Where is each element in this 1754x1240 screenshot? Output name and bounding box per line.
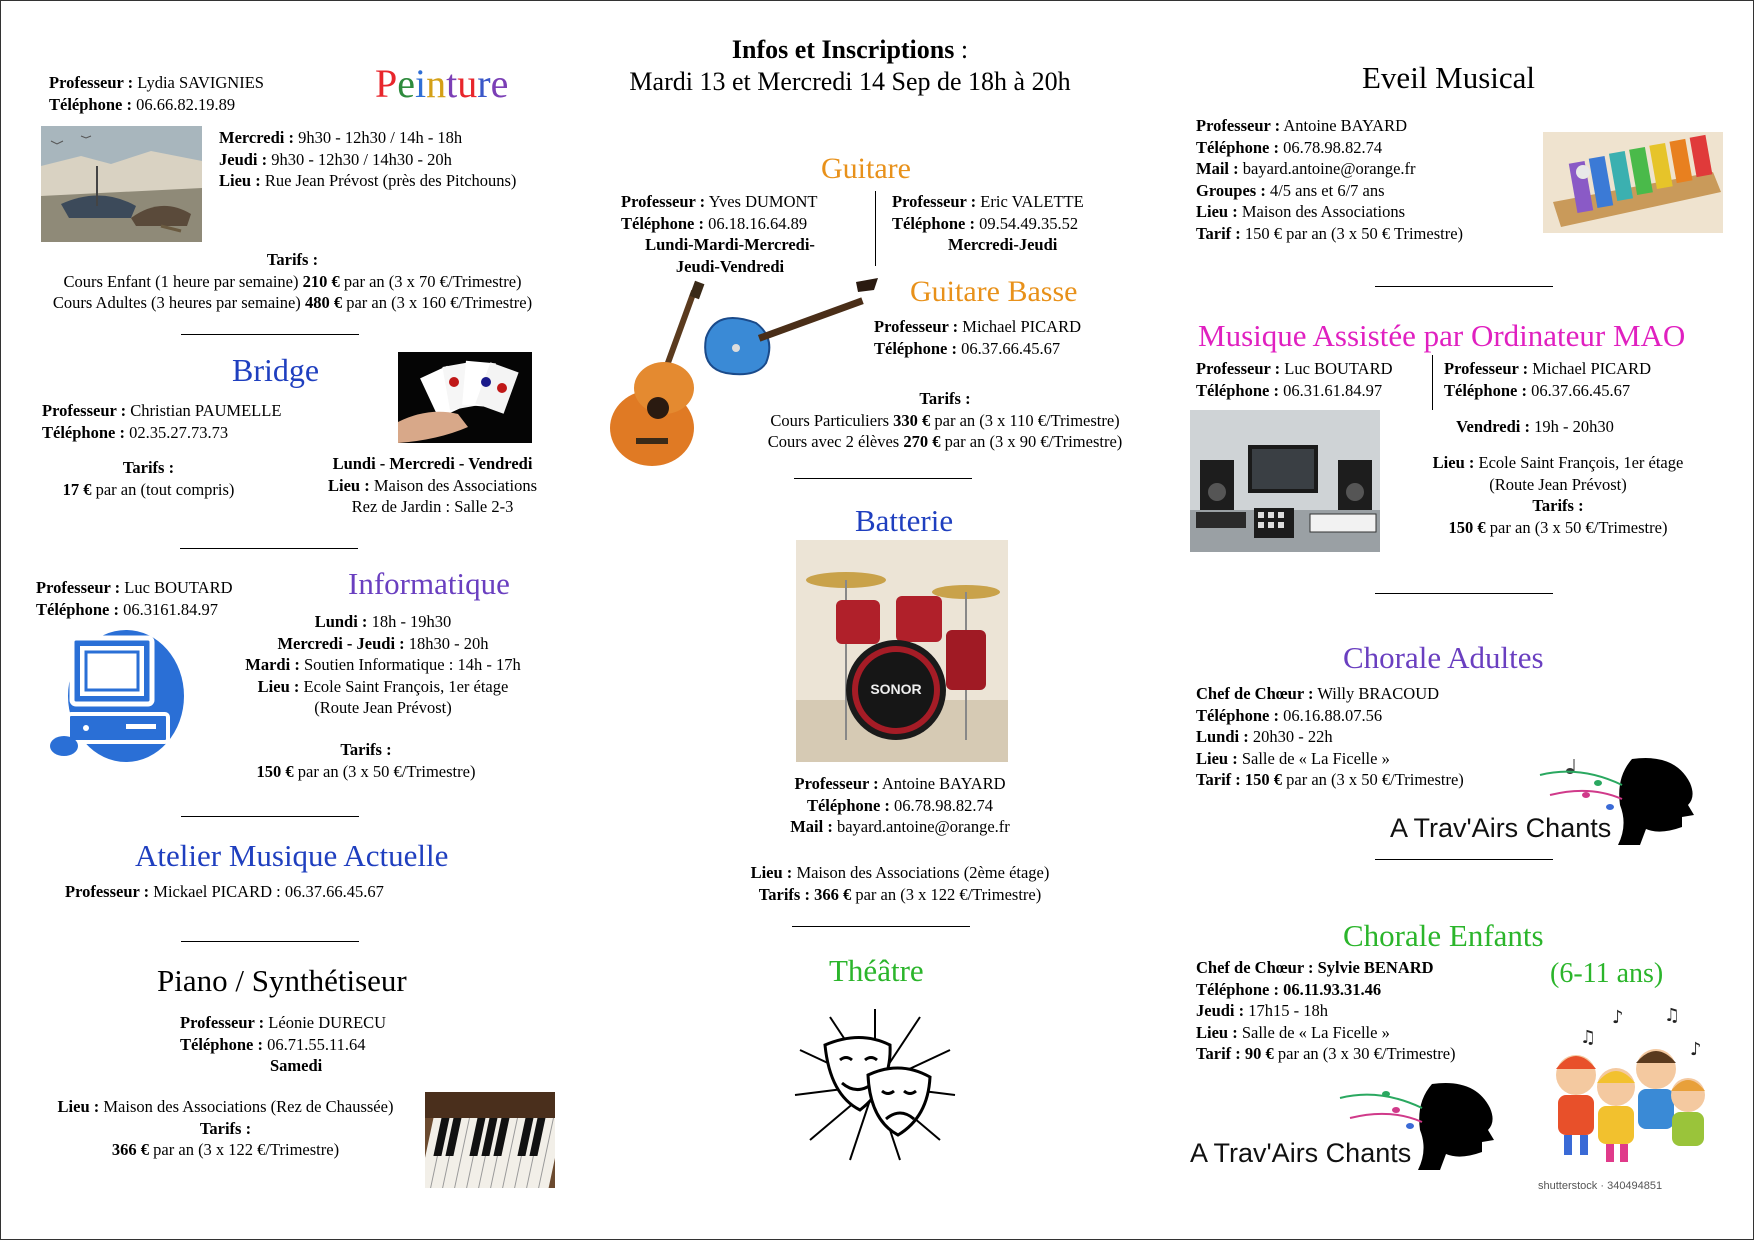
label: Mardi : <box>245 655 300 674</box>
guitare-part-price: 330 € <box>893 410 931 430</box>
guitare-phone2: 09.54.49.35.52 <box>979 213 1079 233</box>
text: par an (3 x 160 €/Trimestre) <box>342 293 533 312</box>
text: Cours avec 2 élèves <box>767 432 904 451</box>
label: Professeur : <box>874 317 959 336</box>
label: Professeur : <box>794 774 879 793</box>
label: Mercredi - Jeudi : <box>277 633 405 653</box>
divider <box>1375 286 1553 287</box>
computer-icon <box>46 628 184 764</box>
bridge-tarifs <box>30 457 267 500</box>
label: Téléphone : <box>42 422 125 442</box>
mao-vendredi <box>1405 416 1665 438</box>
label: Lieu : <box>1196 1022 1238 1042</box>
bridge-title: Bridge <box>232 352 320 388</box>
guitare-days1 <box>620 234 840 277</box>
eveil-title: Eveil Musical <box>1362 60 1536 95</box>
trav-airs-chants-logo <box>1390 755 1702 847</box>
divider <box>792 926 970 927</box>
header-title: Infos et Inscriptions <box>731 35 955 64</box>
svg-text:♫: ♫ <box>1580 1027 1597 1048</box>
label: Lieu : <box>750 863 793 882</box>
divider <box>1375 593 1553 594</box>
vertical-divider <box>875 191 876 266</box>
label: Tarifs : <box>266 250 319 269</box>
informatique-price: 150 € <box>256 761 294 781</box>
guitare-basse-title: Guitare Basse <box>910 275 1078 308</box>
informatique-mardi: Soutien Informatique : 14h - 17h <box>303 655 521 674</box>
informatique-lieu: Ecole Saint François, 1er étage <box>303 676 509 696</box>
label: Chef de Chœur : <box>1196 684 1314 703</box>
peinture-tarifs <box>10 249 575 314</box>
svg-text:♫: ♫ <box>1664 1005 1681 1026</box>
eveil-groupes: 4/5 ans et 6/7 ans <box>1269 180 1385 200</box>
peinture-lieu: Rue Jean Prévost (près des Pitchouns) <box>264 171 517 190</box>
bridge-professor: Christian PAUMELLE <box>130 401 282 420</box>
label: Téléphone : <box>1196 380 1279 400</box>
guitare-days1a: Lundi-Mardi-Mercredi- <box>645 235 815 254</box>
label: Téléphone : <box>874 338 957 358</box>
header <box>590 34 1110 98</box>
label: Tarifs : <box>919 389 971 408</box>
label: Lieu : <box>1196 202 1238 221</box>
divider <box>181 816 359 817</box>
label: Tarifs : <box>758 884 815 904</box>
text: par an (3 x 70 €/Trimestre) <box>339 271 522 291</box>
mao-phone2: 06.37.66.45.67 <box>1531 380 1631 400</box>
peinture-jeudi: 9h30 - 12h30 / 14h30 - 20h <box>271 149 452 169</box>
peinture-letter: e <box>397 61 416 106</box>
playing-cards-image <box>398 352 532 443</box>
divider <box>180 548 358 549</box>
studio-image <box>1190 410 1380 552</box>
peinture-enfant-price: 210 € <box>302 271 340 291</box>
peinture-letter: t <box>446 61 458 106</box>
label: Lieu : <box>219 171 261 190</box>
peinture-adulte-price: 480 € <box>304 293 343 312</box>
label: Professeur : <box>36 578 121 597</box>
text: par an (3 x 30 €/Trimestre) <box>1273 1044 1456 1063</box>
label: Lieu : <box>257 676 300 696</box>
mao-prof2 <box>1444 358 1651 401</box>
chorale-adultes-title: Chorale Adultes <box>1343 640 1544 675</box>
header-dates: Mardi 13 et Mercredi 14 Sep de 18h à 20h <box>629 67 1071 96</box>
batterie-price: 366 € <box>814 884 852 904</box>
bridge-lieu: Maison des Associations <box>373 475 537 495</box>
batterie-lieu-tarifs <box>710 862 1090 905</box>
label: Professeur : <box>49 73 134 92</box>
mao-lieu: Ecole Saint François, 1er étage <box>1478 453 1684 472</box>
seaside-painting-image <box>41 126 202 242</box>
label: Professeur : <box>1196 359 1281 378</box>
theatre-masks-icon <box>790 1005 960 1165</box>
chorale-adultes-lieu: Salle de « La Ficelle » <box>1241 748 1390 768</box>
label: Chef de Chœur : <box>1196 958 1314 977</box>
informatique-title: Informatique <box>348 566 510 601</box>
peinture-letter: e <box>490 61 509 106</box>
svg-text:♪: ♪ <box>1690 1039 1702 1060</box>
label: Tarif : <box>1196 1044 1241 1063</box>
peinture-phone: 06.66.82.19.89 <box>136 94 236 114</box>
text: Cours Adultes (3 heures par semaine) <box>52 293 305 312</box>
trav-airs-chants-logo-text: A Trav'Airs Chants <box>1190 1138 1412 1168</box>
eveil-professor: Antoine BAYARD <box>1283 116 1408 135</box>
label: Professeur : <box>892 192 977 211</box>
label: Téléphone : <box>1196 137 1279 157</box>
text: par an (3 x 122 €/Trimestre) <box>851 884 1042 904</box>
label: Téléphone : <box>621 213 704 233</box>
piano-lieu: Maison des Associations (Rez de Chaussée) <box>103 1097 394 1116</box>
eveil-phone: 06.78.98.82.74 <box>1283 137 1383 157</box>
drum-brand-text: SONOR <box>870 681 922 697</box>
label: Mercredi : <box>219 128 294 147</box>
guitare-duo-price: 270 € <box>903 432 941 451</box>
piano-professor: Léonie DURECU <box>268 1013 387 1032</box>
chorale-enfants-details <box>1196 957 1456 1065</box>
label: Mail : <box>790 817 833 836</box>
guitare-prof1-name: Yves DUMONT <box>708 192 818 211</box>
informatique-phone: 06.3161.84.97 <box>123 599 218 619</box>
peinture-letter: P <box>375 61 398 106</box>
divider <box>794 478 972 479</box>
label: Tarif : <box>1196 770 1241 789</box>
eveil-mail: bayard.antoine@orange.fr <box>1242 159 1416 178</box>
bridge-phone: 02.35.27.73.73 <box>129 422 229 442</box>
label: Tarifs : <box>199 1118 252 1138</box>
mao-prof1-name: Luc BOUTARD <box>1284 359 1393 378</box>
chorale-enfants-chef: Sylvie BENARD <box>1317 958 1434 977</box>
label: Mail : <box>1196 159 1239 178</box>
chorale-enfants-phone: 06.11.93.31.46 <box>1283 979 1382 999</box>
label: Téléphone : <box>892 213 975 233</box>
label: Téléphone : <box>1196 705 1279 725</box>
peinture-letter: u <box>457 61 478 106</box>
singing-children-image <box>1540 1003 1715 1173</box>
guitare-phone1: 06.18.16.64.89 <box>708 213 808 233</box>
informatique-route: (Route Jean Prévost) <box>314 698 452 717</box>
label: Groupes : <box>1196 180 1266 200</box>
guitare-basse-phone: 06.37.66.45.67 <box>961 338 1061 358</box>
text: par an (3 x 50 €/Trimestre) <box>1485 517 1668 537</box>
label: Professeur : <box>42 401 127 420</box>
label: Tarif : <box>1196 223 1241 243</box>
text: par an (3 x 110 €/Trimestre) <box>930 410 1120 430</box>
eveil-lieu: Maison des Associations <box>1241 202 1406 221</box>
informatique-schedule <box>218 611 548 719</box>
piano-price: 366 € <box>111 1140 150 1159</box>
bridge-price: 17 € <box>62 479 92 499</box>
peinture-letter: n <box>426 61 447 106</box>
label: Jeudi : <box>1196 1001 1245 1020</box>
batterie-mail: bayard.antoine@orange.fr <box>836 817 1010 836</box>
eveil-details <box>1196 115 1463 244</box>
divider <box>1375 859 1553 860</box>
peinture-title <box>375 60 508 107</box>
label: Téléphone : <box>36 599 119 619</box>
label: Lieu : <box>57 1097 100 1116</box>
atelier-professor: Mickael PICARD : 06.37.66.45.67 <box>153 882 384 901</box>
text: par an (3 x 50 €/Trimestre) <box>1282 770 1464 789</box>
eveil-tarif: 150 € par an (3 x 50 € Trimestre) <box>1244 223 1464 243</box>
vertical-divider <box>1432 355 1433 410</box>
text: Cours Particuliers <box>770 410 894 430</box>
peinture-schedule <box>219 127 516 192</box>
mao-price: 150 € <box>1448 517 1486 537</box>
text: par an (3 x 90 €/Trimestre) <box>940 432 1123 451</box>
mao-lieu-tarifs <box>1398 452 1718 538</box>
label: Lieu : <box>1432 453 1475 472</box>
text: par an (3 x 122 €/Trimestre) <box>149 1140 340 1159</box>
piano-phone: 06.71.55.11.64 <box>267 1034 366 1054</box>
mao-prof2-name: Michael PICARD <box>1532 359 1651 378</box>
chorale-adultes-chef: Willy BRACOUD <box>1317 684 1440 703</box>
piano-title: Piano / Synthétiseur <box>157 963 407 998</box>
label: Lieu : <box>327 475 370 495</box>
chorale-adultes-phone: 06.16.88.07.56 <box>1283 705 1383 725</box>
stock-watermark: shutterstock · 340494851 <box>1538 1180 1663 1192</box>
informatique-contact <box>36 577 233 620</box>
piano-contact <box>180 1012 386 1077</box>
guitare-basse-professor: Michael PICARD <box>962 317 1081 336</box>
piano-lieu-tarifs <box>28 1096 423 1161</box>
label: Professeur : <box>1444 359 1529 378</box>
mao-vendredi-time: 19h - 20h30 <box>1534 417 1614 436</box>
mao-phone1: 06.31.61.84.97 <box>1283 380 1383 400</box>
atelier-title: Atelier Musique Actuelle <box>135 838 449 873</box>
informatique-tarifs <box>218 739 514 782</box>
drum-kit-image <box>796 540 1008 762</box>
mao-prof1 <box>1196 358 1393 401</box>
divider <box>181 941 359 942</box>
batterie-professor: Antoine BAYARD <box>881 774 1006 793</box>
guitare-title: Guitare <box>821 152 911 185</box>
label: Professeur : <box>65 882 150 901</box>
label: Professeur : <box>180 1013 265 1032</box>
label: Professeur : <box>1196 116 1281 135</box>
label: Tarifs : <box>340 740 392 759</box>
guitare-basse-contact <box>874 316 1081 359</box>
text: par an (tout compris) <box>91 479 235 499</box>
bridge-contact <box>42 400 281 443</box>
piano-day: Samedi <box>270 1056 323 1075</box>
chorale-enfants-ages: (6-11 ans) <box>1550 958 1664 989</box>
guitare-days2: Mercredi-Jeudi <box>948 235 1058 254</box>
theatre-title: Théâtre <box>829 953 924 988</box>
text: Cours Enfant (1 heure par semaine) <box>63 271 303 291</box>
mao-route: (Route Jean Prévost) <box>1489 474 1627 494</box>
label: Téléphone : <box>49 94 132 114</box>
peinture-mercredi: 9h30 - 12h30 / 14h - 18h <box>298 128 463 147</box>
label: Professeur : <box>621 192 706 211</box>
trav-airs-chants-logo-text: A Trav'Airs Chants <box>1390 813 1612 843</box>
divider <box>181 334 359 335</box>
label: Téléphone : <box>1196 979 1279 999</box>
batterie-title: Batterie <box>855 503 954 538</box>
label: Vendredi : <box>1456 417 1530 436</box>
batterie-lieu: Maison des Associations (2ème étage) <box>796 863 1050 882</box>
bridge-salle: Rez de Jardin : Salle 2-3 <box>351 497 514 516</box>
label: Lieu : <box>1196 748 1238 768</box>
peinture-letter: r <box>477 61 491 106</box>
label: Tarifs : <box>122 458 175 477</box>
informatique-lundi: 18h - 19h30 <box>371 612 452 631</box>
peinture-professor: Lydia SAVIGNIES <box>137 73 264 92</box>
batterie-phone: 06.78.98.82.74 <box>894 795 994 815</box>
piano-keys-image <box>425 1092 555 1188</box>
chorale-adultes-price: 150 € <box>1244 770 1283 789</box>
peinture-letter: i <box>415 61 427 106</box>
informatique-professor: Luc BOUTARD <box>124 578 233 597</box>
atelier-contact <box>65 881 384 903</box>
guitare-tarifs <box>735 388 1155 453</box>
svg-text:♪: ♪ <box>1612 1007 1624 1028</box>
header-colon: : <box>954 35 969 64</box>
label: Téléphone : <box>1444 380 1527 400</box>
label: Lundi : <box>314 612 368 631</box>
guitare-prof2-name: Eric VALETTE <box>980 192 1084 211</box>
informatique-mercredi-jeudi: 18h30 - 20h <box>408 633 489 653</box>
guitare-days1b: Jeudi-Vendredi <box>675 256 785 276</box>
trav-airs-chants-logo <box>1190 1080 1502 1172</box>
peinture-contact <box>49 72 264 115</box>
label: Lundi : <box>1196 727 1249 746</box>
chorale-adultes-lundi: 20h30 - 22h <box>1252 727 1333 746</box>
xylophone-image <box>1543 132 1723 233</box>
chorale-enfants-title: Chorale Enfants <box>1343 918 1544 953</box>
mao-title: Musique Assistée par Ordinateur MAO <box>1198 318 1686 353</box>
guitare-prof1 <box>621 191 817 234</box>
chorale-enfants-jeudi: 17h15 - 18h <box>1248 1001 1329 1020</box>
label: Téléphone : <box>180 1034 263 1054</box>
bridge-days: Lundi - Mercredi - Vendredi <box>332 454 533 473</box>
guitare-prof2 <box>892 191 1084 256</box>
batterie-contact <box>740 773 1060 838</box>
label: Tarifs : <box>1532 496 1584 515</box>
bridge-schedule <box>290 453 575 518</box>
text: par an (3 x 50 €/Trimestre) <box>293 761 476 781</box>
chorale-enfants-price: 90 € <box>1244 1044 1274 1063</box>
chorale-enfants-lieu: Salle de « La Ficelle » <box>1241 1022 1390 1042</box>
label: Téléphone : <box>806 795 890 815</box>
label: Jeudi : <box>219 149 268 169</box>
